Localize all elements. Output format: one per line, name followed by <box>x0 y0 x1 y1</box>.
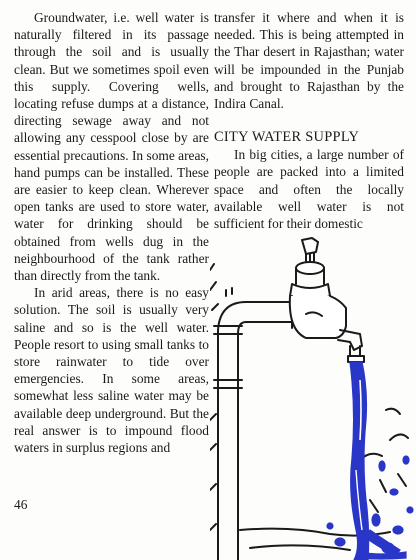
right-column <box>214 9 404 232</box>
paragraph-continuation: transfer it where and when it is needed. This is being attempted in the Thar desert in Rajasthan; water will be impounded in the Punjab and brought to Rajasthan by the Indira Canal. <box>214 10 404 112</box>
paragraph-groundwater: Groundwater, i.e. well water is naturally filtered in its passage through the soil and is usually clean. But we sometimes spoil even this supply. Covering wells, locating refuse dumps at a distance, directing sewage away and not allowing any cesspool close by are essential precautions. In some areas, hand pumps can be installed. These are easier to keep clean. Wherever open tanks are used to store water, water for drinking should be obtained from wells dug in the neighbourhood of the tank rather than directly from the tank. <box>14 10 209 284</box>
paragraph-city-water: In big cities, a large number of people are packed into a limited space and often the locally available well water is not sufficient for their domestic <box>214 147 404 232</box>
section-heading: CITY WATER SUPPLY <box>214 129 360 146</box>
page-number: 46 <box>14 497 28 512</box>
left-column <box>14 9 209 456</box>
water-tap-icon <box>210 230 416 560</box>
paragraph-arid-areas: In arid areas, there is no easy solution. The soil is usually very saline and so is the well water. People resort to using small tanks to store rainwater to tide over emergencies. In some areas, somewhat less saline water may be available deep underground. But the real answer is to impound flood waters in surplus regions and <box>14 285 209 456</box>
